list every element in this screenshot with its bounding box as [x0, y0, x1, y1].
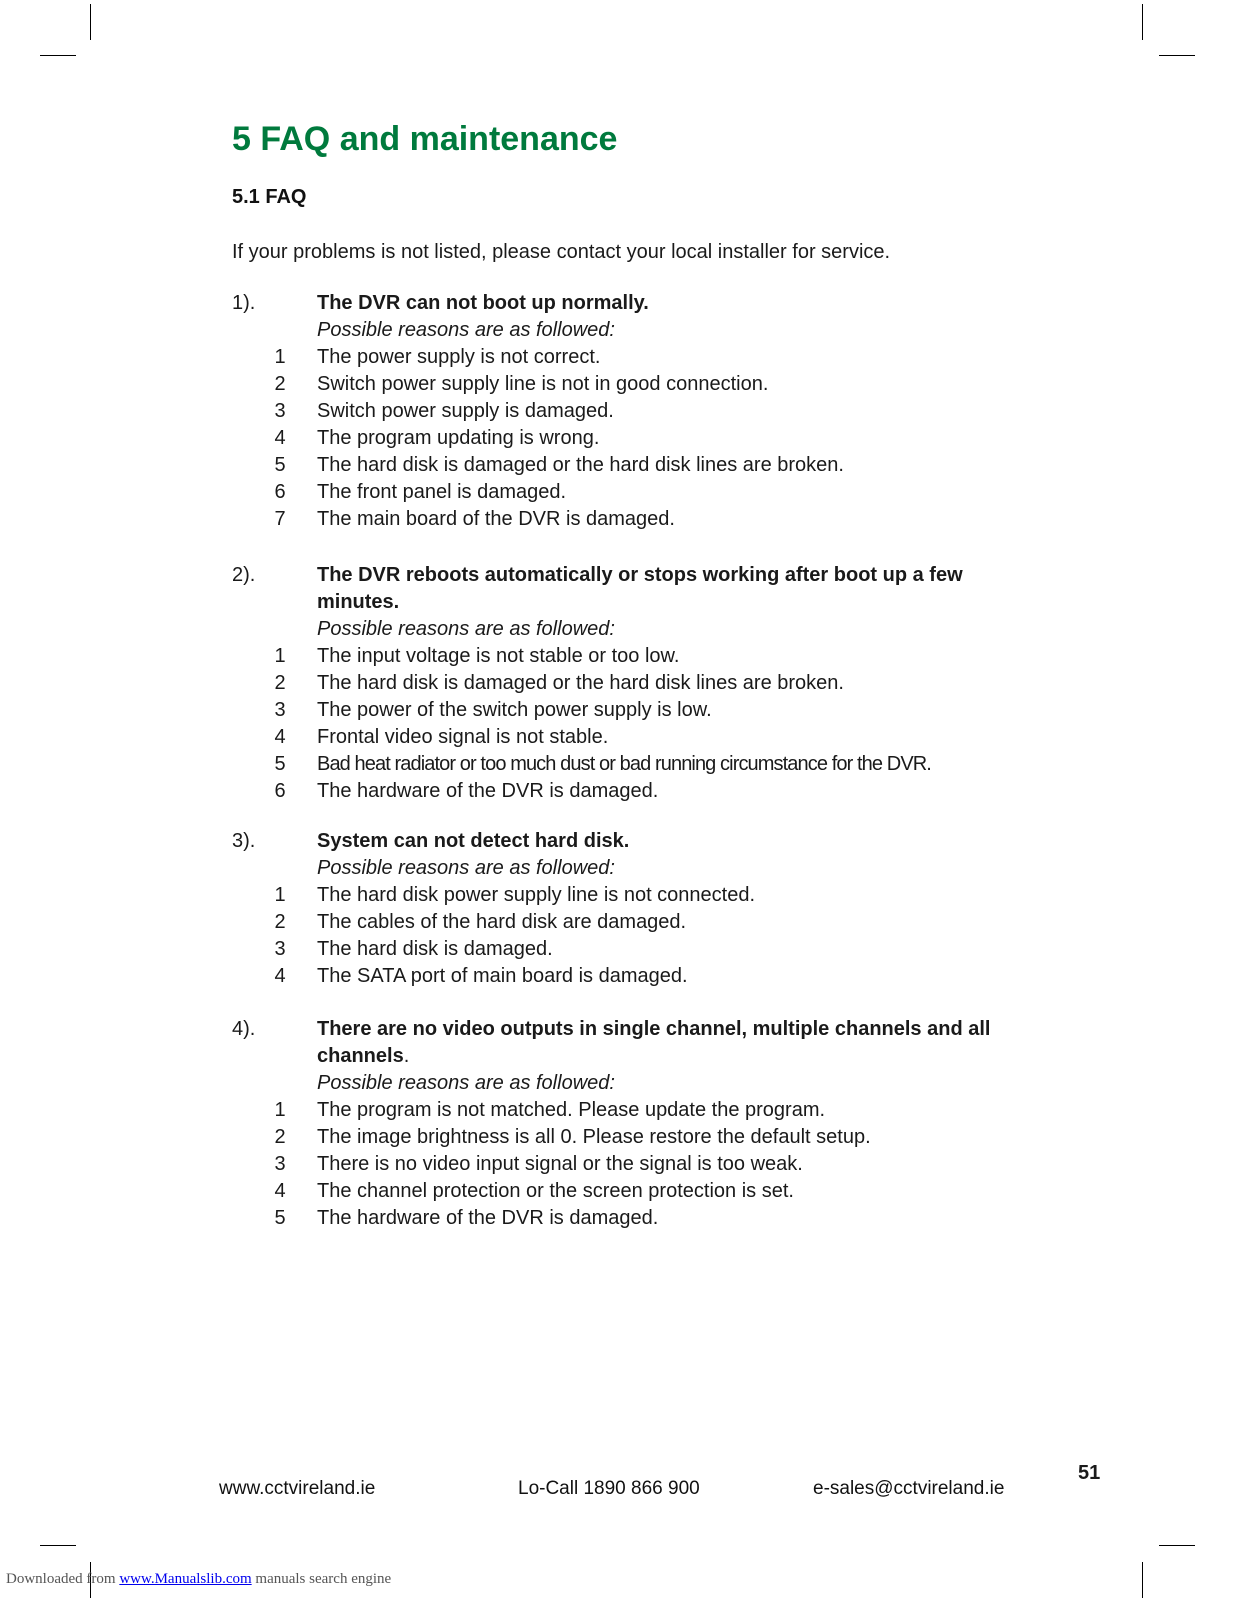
faq-entry: [232, 290, 1012, 533]
faq-entry: [232, 1016, 1012, 1232]
item-number: 1: [274, 645, 286, 667]
faq-entry: [232, 562, 1012, 805]
crop-mark: [1142, 4, 1143, 40]
item-number: 4: [274, 427, 286, 449]
list-item: [232, 452, 1012, 479]
crop-mark: [40, 1545, 76, 1546]
item-number: 3: [274, 400, 286, 422]
faq-question: The DVR can not boot up normally.: [317, 292, 649, 314]
list-item: [232, 398, 1012, 425]
item-text: There is no video input signal or the signal is too weak.: [317, 1153, 803, 1175]
list-item: [232, 1151, 1012, 1178]
crop-mark: [1159, 55, 1195, 56]
list-item: [232, 936, 1012, 963]
footer-phone: Lo-Call 1890 866 900: [518, 1478, 700, 1499]
list-item: [232, 697, 1012, 724]
list-item: [232, 1097, 1012, 1124]
reasons-label: Possible reasons are as followed:: [317, 319, 615, 341]
item-text: The program is not matched. Please update the program.: [317, 1099, 826, 1121]
list-item: [232, 670, 1012, 697]
faq-entry: [232, 828, 1012, 990]
item-text: Switch power supply line is not in good connection.: [317, 373, 769, 395]
item-number: 1: [274, 346, 286, 368]
item-text: The hard disk power supply line is not connected.: [317, 884, 756, 906]
item-text: The hard disk is damaged.: [317, 938, 553, 960]
faq-number: 2).: [232, 564, 256, 586]
item-number: 2: [274, 1126, 286, 1148]
list-item: [232, 1205, 1012, 1232]
item-text: The hard disk is damaged or the hard disk lines are broken.: [317, 672, 844, 694]
item-number: 6: [274, 780, 286, 802]
faq-question: [317, 1016, 997, 1070]
faq-number: 3).: [232, 830, 256, 852]
item-number: 5: [274, 454, 286, 476]
list-item: [232, 425, 1012, 452]
crop-mark: [1159, 1545, 1195, 1546]
list-item: [232, 1124, 1012, 1151]
list-item: [232, 909, 1012, 936]
item-number: 6: [274, 481, 286, 503]
list-item: [232, 724, 1012, 751]
item-text: Bad heat radiator or too much dust or bad running circumstance for the DVR.: [317, 753, 931, 775]
reasons-label: Possible reasons are as followed:: [317, 1072, 615, 1094]
faq-question-text: There are no video outputs in single channel, multiple channels and all channels: [317, 1018, 991, 1067]
list-item: [232, 479, 1012, 506]
page-title: 5 FAQ and maintenance: [232, 120, 618, 158]
item-text: The power of the switch power supply is low.: [317, 699, 712, 721]
item-text: Switch power supply is damaged.: [317, 400, 614, 422]
download-bar: [6, 1571, 391, 1588]
item-text: The hardware of the DVR is damaged.: [317, 780, 659, 802]
item-text: The hard disk is damaged or the hard disk lines are broken.: [317, 454, 844, 476]
item-text: The main board of the DVR is damaged.: [317, 508, 675, 530]
reasons-label: Possible reasons are as followed:: [317, 857, 615, 879]
item-number: 1: [274, 1099, 286, 1121]
item-number: 3: [274, 699, 286, 721]
footer-website: www.cctvireland.ie: [219, 1478, 376, 1499]
list-item: [232, 778, 1012, 805]
item-text: The hardware of the DVR is damaged.: [317, 1207, 659, 1229]
reasons-label: Possible reasons are as followed:: [317, 618, 615, 640]
item-number: 2: [274, 373, 286, 395]
list-item: [232, 643, 1012, 670]
item-text: The channel protection or the screen protection is set.: [317, 1180, 794, 1202]
faq-question: System can not detect hard disk.: [317, 830, 630, 852]
item-text: The front panel is damaged.: [317, 481, 567, 503]
list-item: [232, 882, 1012, 909]
intro-text: If your problems is not listed, please contact your local installer for service.: [232, 241, 891, 263]
item-text: The power supply is not correct.: [317, 346, 601, 368]
list-item: [232, 371, 1012, 398]
faq-question: The DVR reboots automatically or stops working after boot up a few minutes.: [317, 564, 963, 613]
faq-number: 4).: [232, 1018, 256, 1040]
list-item: [232, 751, 1012, 778]
manualslib-link[interactable]: www.Manualslib.com: [119, 1571, 252, 1587]
faq-number: 1).: [232, 292, 256, 314]
page-number: 51: [1078, 1462, 1101, 1484]
item-number: 2: [274, 672, 286, 694]
download-prefix: Downloaded from: [6, 1571, 120, 1587]
section-heading: 5.1 FAQ: [232, 186, 307, 208]
footer-email: e-sales@cctvireland.ie: [813, 1478, 1005, 1499]
item-text: The input voltage is not stable or too low.: [317, 645, 680, 667]
item-number: 7: [274, 508, 286, 530]
download-suffix: manuals search engine: [251, 1571, 392, 1587]
list-item: [232, 1178, 1012, 1205]
list-item: [232, 963, 1012, 990]
crop-mark: [1142, 1562, 1143, 1598]
item-number: 5: [274, 1207, 286, 1229]
item-number: 1: [274, 884, 286, 906]
item-number: 3: [274, 938, 286, 960]
list-item: [232, 344, 1012, 371]
item-number: 4: [274, 965, 286, 987]
item-number: 4: [274, 726, 286, 748]
crop-mark: [40, 55, 76, 56]
item-number: 2: [274, 911, 286, 933]
item-text: Frontal video signal is not stable.: [317, 726, 609, 748]
crop-mark: [90, 4, 91, 40]
item-number: 3: [274, 1153, 286, 1175]
list-item: [232, 506, 1012, 533]
item-text: The SATA port of main board is damaged.: [317, 965, 688, 987]
item-number: 5: [274, 753, 286, 775]
item-number: 4: [274, 1180, 286, 1202]
item-text: The program updating is wrong.: [317, 427, 600, 449]
item-text: The image brightness is all 0. Please restore the default setup.: [317, 1126, 871, 1148]
item-text: The cables of the hard disk are damaged.: [317, 911, 687, 933]
faq-question-suffix: .: [403, 1045, 410, 1067]
